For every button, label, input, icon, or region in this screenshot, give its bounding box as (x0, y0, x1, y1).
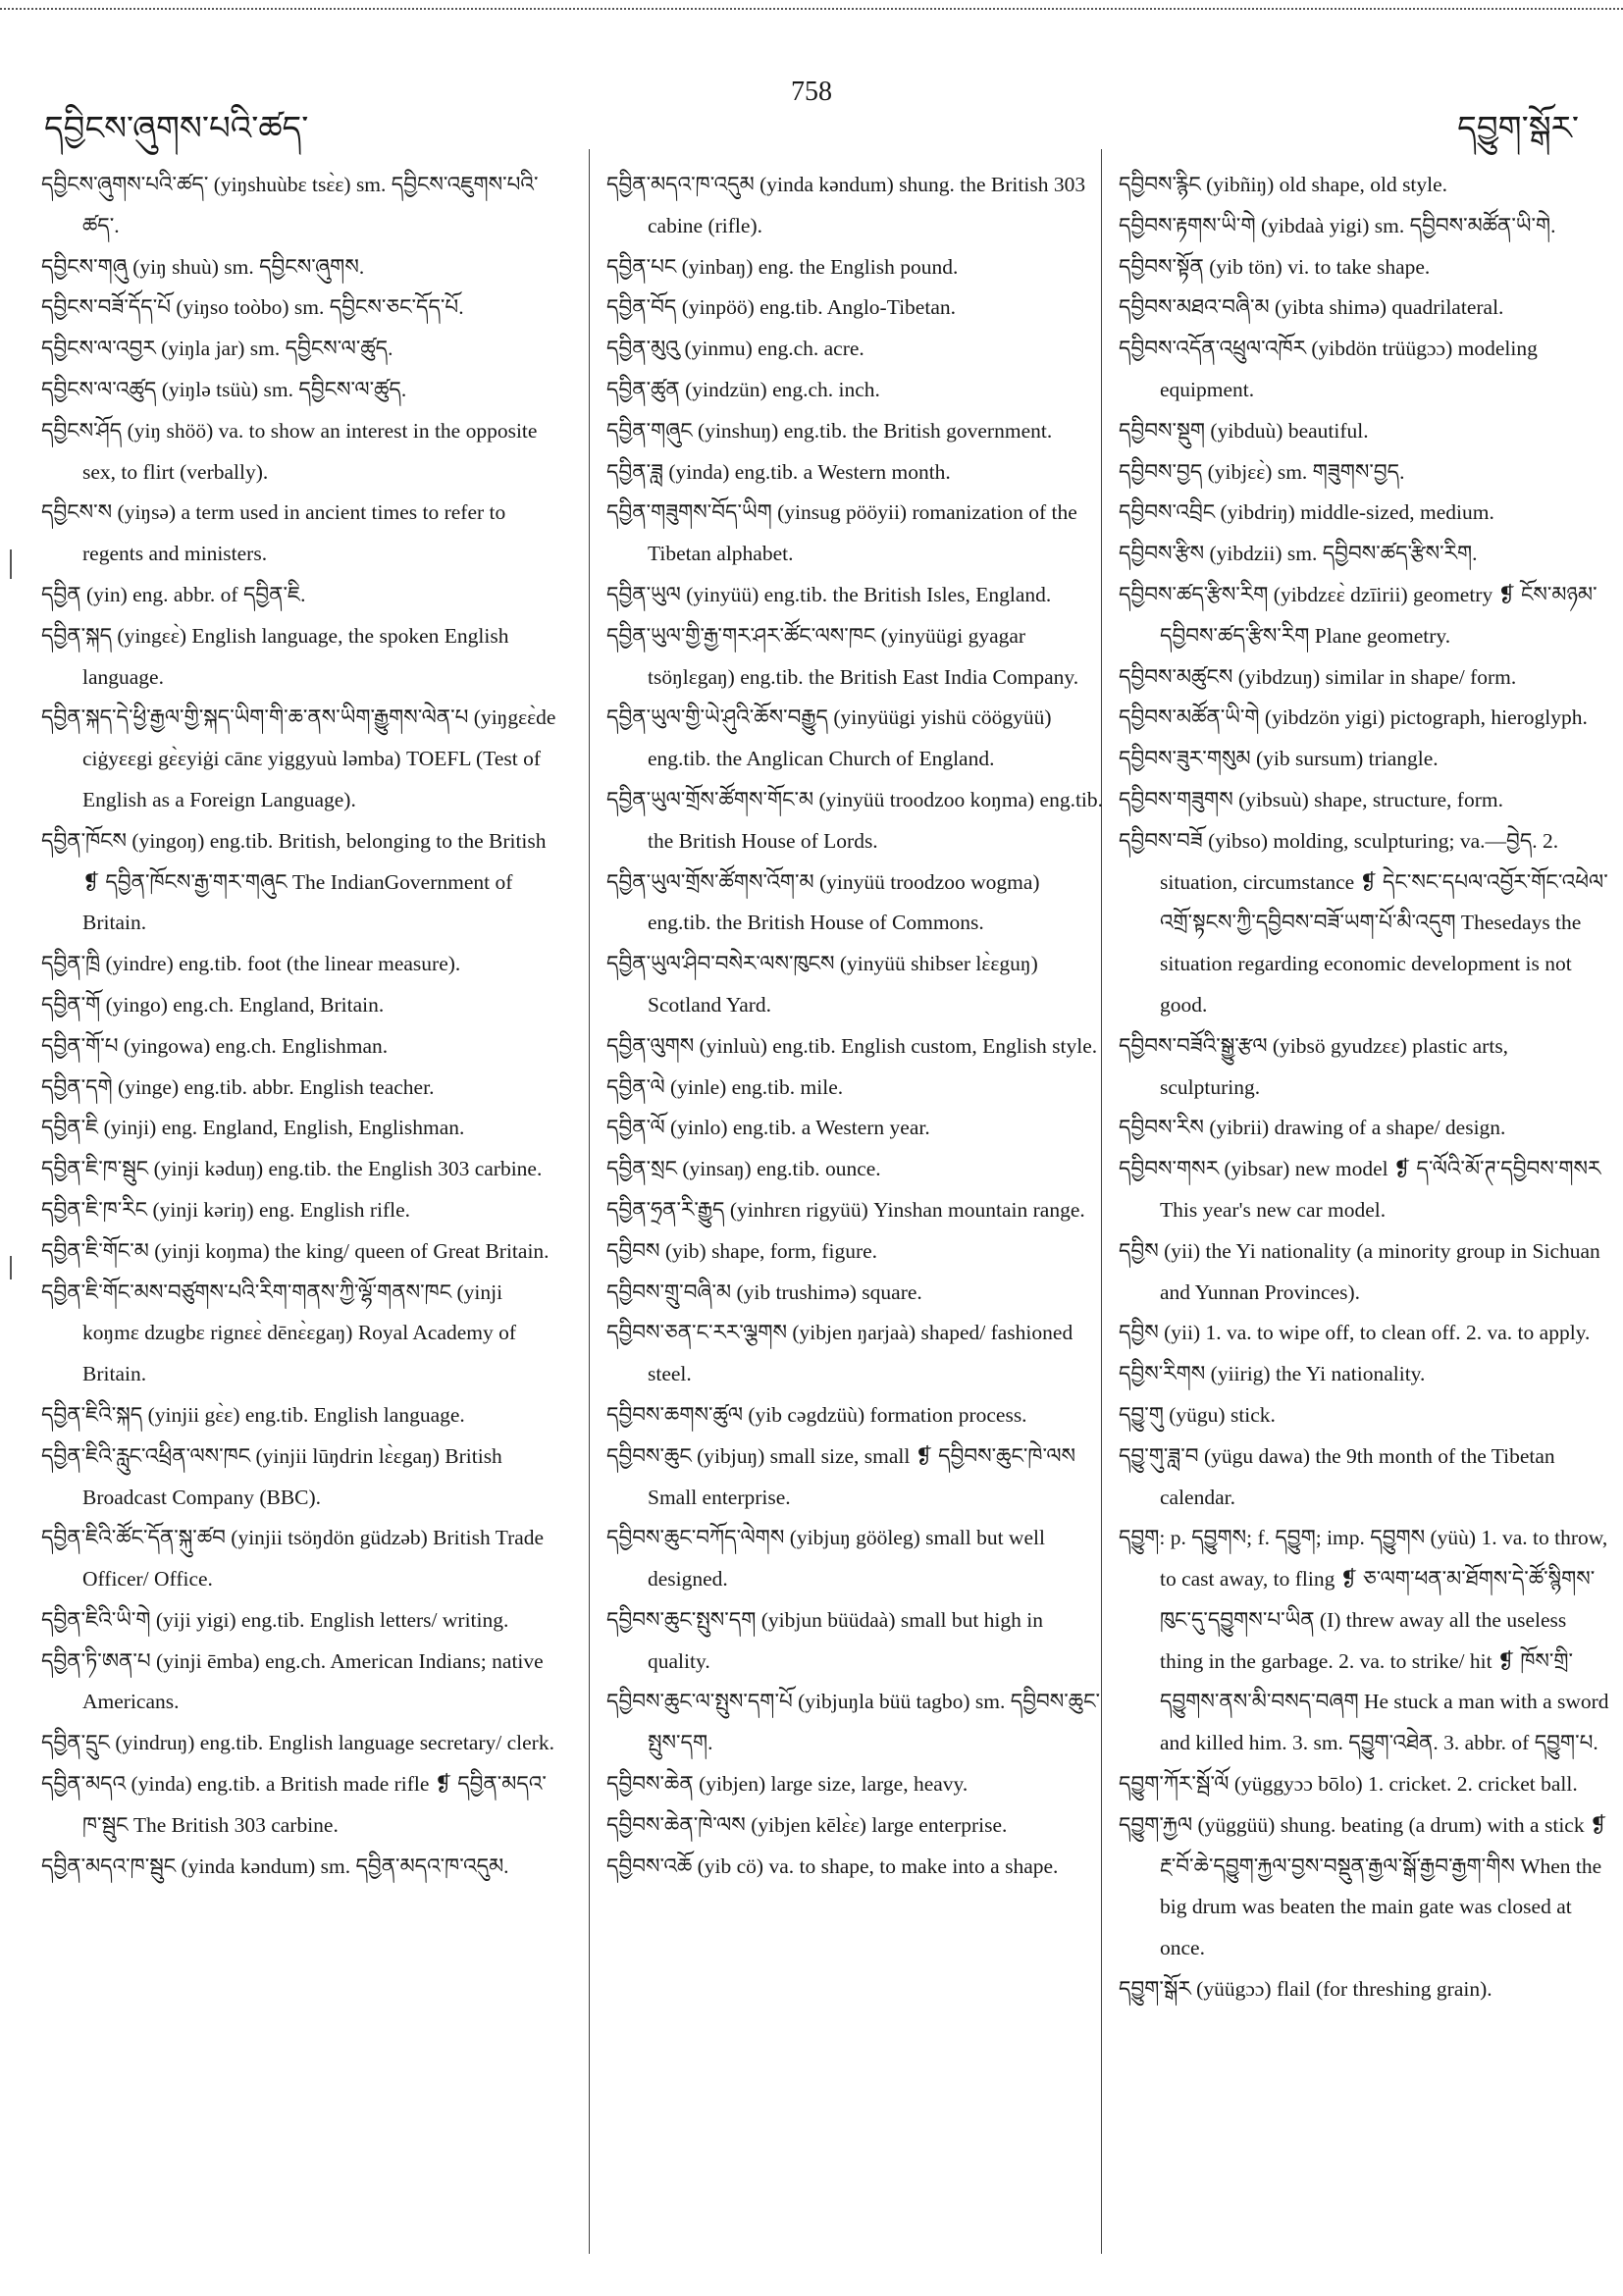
dictionary-entry: དབྱིན་གཟུགས་བོད་ཡིག (yinsug pööyii) romanization of the Tibetan alphabet. (606, 500, 1077, 566)
dictionary-entry: དབྱུག་ཀོར་སྦོ་ལོ (yüggyɔɔ bōlo) 1. cricket. 2. cricket ball. (1119, 1772, 1578, 1797)
dictionary-entry: དབྱིབས་ཚད་རྩིས་རིག (yibdzɛɛ̀ dzīirii) geometry ❡ ངོས་མཉམ་དབྱིབས་ཚད་རྩིས་རིག Plane geometry. (1119, 582, 1597, 648)
margin-mark (10, 549, 12, 579)
top-rule (0, 8, 1623, 10)
dictionary-entry: དབྱིངས་ས (yiŋsə) a term used in ancient times to refer to regents and ministers. (41, 500, 506, 566)
dictionary-entry: དབྱིན་ལུགས (yinluù) eng.tib. English custom, English style. (606, 1033, 1098, 1058)
dictionary-entry: དབྱིངས་ཞུགས་པའི་ཚད་ (yiŋshuùbɛ tsɛ̀ɛ) sm. དབྱིངས་འཇུགས་པའི་ཚད་. (41, 173, 539, 237)
dictionary-entry: དབྱིན་ཡུལ་གྱི་རྒྱ་གར་ཤར་ཚོང་ལས་ཁང (yinyüügi gyagar tsöŋlɛgaŋ) eng.tib. the British East India Company. (606, 623, 1079, 689)
dictionary-entry: དབྱིན་ཇི་གོང་མ (yinji koŋma) the king/ queen of Great Britain. (41, 1238, 550, 1263)
dictionary-entry: དབྱིབས་འབྲིང (yibdriŋ) middle-sized, medium. (1119, 500, 1494, 525)
dictionary-entry: དབྱིན་ཡུལ་གྲོས་ཚོགས་འོག་མ (yinyüü troodzoo wogma) eng.tib. the British House of Commons. (606, 869, 1040, 935)
dictionary-entry: དབྱིབས་འདོན་འཕྲུལ་འཁོར (yibdön trüügɔɔ) modeling equipment. (1119, 337, 1538, 401)
dictionary-entry: དབྱུག: p. དབྱུགས; f. དབྱུག; imp. དབྱུགས (yüù) 1. va. to throw, to cast away, to fling ❡ ཅ་ལག་ཕན་མ་ཐོགས་དེ་ཚོ་སྙིགས་ཁུང་དུ་དབྱུགས་པ་ཡིན (I) threw away all the useless thing in the garbage. 2. va. to strike/ hit ❡ ཁོས་གྲི་དབྱུགས་ནས་མི་བསད་བཞག He stuck a man with a sword and killed him. 3. sm. དབྱུག་འཐེན. 3. abbr. of དབྱུག་པ. (1119, 1526, 1609, 1755)
dictionary-entry: དབྱིས (yii) 1. va. to wipe off, to clean off. 2. va. to apply. (1119, 1321, 1591, 1345)
dictionary-entry: དབྱིན་ཡུལ་གྲོས་ཚོགས་གོང་མ (yinyüü troodzoo koŋma) eng.tib. the British House of Lords. (606, 787, 1104, 853)
dictionary-entry: དབྱིས་རིགས (yiirig) the Yi nationality. (1119, 1362, 1426, 1386)
dictionary-entry: དབྱིན་ལོ (yinlo) eng.tib. a Western year. (606, 1116, 930, 1140)
dictionary-entry: དབྱིབས (yib) shape, form, figure. (606, 1238, 878, 1263)
dictionary-entry: དབྱིབས་བཟོའི་སྒྱུ་རྩལ (yibsö gyudzɛɛ) plastic arts, sculpturing. (1119, 1033, 1509, 1099)
dictionary-entry: དབྱིབས་གྲུ་བཞི་མ (yib trushimə) square. (606, 1279, 922, 1304)
column-divider (589, 149, 590, 2254)
dictionary-entry: དབྱིན་ཡུལ (yinyüü) eng.tib. the British Isles, England. (606, 582, 1052, 606)
dictionary-entry: དབྱིངས་ཤོད (yiŋ shöö) va. to show an interest in the opposite sex, to flirt (verbally). (41, 418, 538, 484)
dictionary-entry: དབྱིན་དགེ (yinge) eng.tib. abbr. English teacher. (41, 1074, 435, 1099)
dictionary-entry: དབྱིབས་རྙིང (yibñiŋ) old shape, old style. (1119, 173, 1448, 196)
page-header (0, 0, 1623, 147)
dictionary-entry: དབྱིན་ཁོངས (yingoŋ) eng.tib. British, belonging to the British ❡ དབྱིན་ཁོངས་རྒྱ་གར་གཞུང The IndianGovernment of Britain. (41, 828, 547, 935)
dictionary-entry: དབྱིན་ཡུལ་གྱི་ཡེ་ཤུའི་ཆོས་བརྒྱུད (yinyüügi yishü cöögyüü) eng.tib. the Anglican Church of England. (606, 705, 1052, 771)
dictionary-entry: དབྱིན་ཏི་ཨན་པ (yinji ēmba) eng.ch. American Indians; native Americans. (41, 1648, 544, 1714)
dictionary-entry: དབྱིས (yii) the Yi nationality (a minority group in Sichuan and Yunnan Provinces). (1119, 1238, 1600, 1304)
dictionary-entry: དབྱིབས་ཆེན (yibjen) large size, large, heavy. (606, 1772, 969, 1797)
dictionary-entry: དབྱིན་ཇིའི་རླུང་འཕྲིན་ལས་ཁང (yinjii lūŋdrin lɛ̀ɛgaŋ) British Broadcast Company (BBC). (41, 1443, 502, 1509)
dictionary-entry: དབྱིན་གོ (yingo) eng.ch. England, Britain. (41, 992, 385, 1017)
dictionary-entry: དབྱིན་མདའ་ཁ་འདུམ (yinda kəndum) shung. the British 303 cabine (rifle). (606, 173, 1086, 237)
dictionary-entry: དབྱུག་རྐྱལ (yüggüü) shung. beating (a drum) with a stick ❡ རྔ་བོ་ཆེ་དབྱུག་རྐྱལ་བྱས་བསྡུན་རྒྱལ་སྒོ་རྒྱབ་རྒྱག་གིས When the big drum was beaten the main gate was closed at once. (1119, 1812, 1607, 1960)
dictionary-entry: དབྱིབས་མཚུངས (yibdzuŋ) similar in shape/ form. (1119, 664, 1517, 689)
dictionary-entry: དབྱིབས་ཆགས་ཚུལ (yib cəgdzüù) formation process. (606, 1402, 1027, 1427)
dictionary-entry: དབྱུ་གུ་ཟླ་བ (yügu dawa) the 9th month of the Tibetan calendar. (1119, 1443, 1555, 1509)
dictionary-entry: དབྱིངས་ལ་འབྱར (yiŋla jar) sm. དབྱིངས་ལ་ཚུད. (41, 337, 393, 361)
dictionary-entry: དབྱིབས་ཆུང (yibjuŋ) small size, small ❡ དབྱིབས་ཆུང་ཁེ་ལས Small enterprise. (606, 1443, 1076, 1509)
dictionary-entry: དབྱིན་སྲང (yinsaŋ) eng.tib. ounce. (606, 1157, 881, 1181)
dictionary-entry: དབྱིངས་ལ་འཚུད (yiŋlə tsüù) sm. དབྱིངས་ལ་ཚུད. (41, 377, 407, 401)
dictionary-entry: དབྱིན་ཇི་ཁ་སྦུང (yinji kəduŋ) eng.tib. the English 303 carbine. (41, 1157, 543, 1181)
dictionary-entry: དབྱིན་མདའ་ཁ་སྦུང (yinda kəndum) sm. དབྱིན་མདའ་ཁ་འདུམ. (41, 1853, 509, 1878)
dictionary-entry: དབྱིབས་བཟོ (yibso) molding, sculpturing; va.—བྱེད. 2. situation, circumstance ❡ དེང་སང་དཔལ་འབྱོར་གོང་འཕེལ་འགྲོ་སྟངས་ཀྱི་དབྱིབས་བཟོ་ཡག་པོ་མི་འདུག Thesedays the situation regarding economic development is not good. (1119, 828, 1608, 1017)
dictionary-entry: དབྱིབས་སྟོན (yib tön) vi. to take shape. (1119, 254, 1431, 279)
dictionary-entry: དབྱིབས་གཟུགས (yibsuù) shape, structure, form. (1119, 787, 1503, 811)
dictionary-entry: དབྱིན་དྲུང (yindruŋ) eng.tib. English language secretary/ clerk. (41, 1731, 554, 1755)
dictionary-column-1 (41, 165, 556, 2245)
dictionary-entry: དབྱིན་བོད (yinpöö) eng.tib. Anglo-Tibetan. (606, 295, 956, 320)
dictionary-entry: དབྱིན་ཇིའི་ཡི་གེ (yiji yigi) eng.tib. English letters/ writing. (41, 1607, 509, 1632)
dictionary-entry: དབྱིན་པང (yinbaŋ) eng. the English pound. (606, 254, 959, 279)
dictionary-entry: དབྱིབས་རིས (yibrii) drawing of a shape/ design. (1119, 1116, 1506, 1140)
dictionary-entry: དབྱིན་ཇིའི་ཚོང་དོན་སྐུ་ཚབ (yinjii tsöŋdön güdzəb) British Trade Officer/ Office. (41, 1526, 545, 1592)
dictionary-entry: དབྱིན་ཇི (yinji) eng. England, English, Englishman. (41, 1116, 465, 1140)
dictionary-entry: དབྱིན་ཟླ (yinda) eng.tib. a Western month. (606, 459, 951, 484)
dictionary-entry: དབྱིབས་ཆུང་ལ་སྤུས་དག་པོ (yibjuŋla büü tagbo) sm. དབྱིབས་ཆུང་སྤུས་དག. (606, 1690, 1101, 1755)
dictionary-entry: དབྱིབས་སྡུག (yibduù) beautiful. (1119, 418, 1369, 443)
dictionary-entry: དབྱིབས་འཆོ (yib cö) va. to shape, to make into a shape. (606, 1853, 1059, 1878)
page-number: 758 (791, 77, 832, 107)
dictionary-entry: དབྱིན་ཧྲན་རི་རྒྱུད (yinhrɛn rigyüü) Yinshan mountain range. (606, 1197, 1085, 1222)
dictionary-entry: དབྱིན་གོ་པ (yingowa) eng.ch. Englishman. (41, 1033, 389, 1058)
dictionary-entry: དབྱིན་ཁྲི (yindre) eng.tib. foot (the linear measure). (41, 952, 461, 976)
dictionary-entry: དབྱུ་གུ (yügu) stick. (1119, 1402, 1276, 1427)
dictionary-entry: དབྱིབས་ཆུང་བཀོད་ལེགས (yibjuŋ gööleg) small but well designed. (606, 1526, 1045, 1592)
dictionary-entry: དབྱིབས་མཚོན་ཡི་གེ (yibdzön yigi) pictograph, hieroglyph. (1119, 705, 1588, 730)
dictionary-entry: དབྱིངས་གཞུ (yiŋ shuù) sm. དབྱིངས་ཞུགས. (41, 254, 365, 279)
margin-mark (10, 1256, 12, 1279)
dictionary-entry: དབྱིན (yin) eng. abbr. of དབྱིན་ཇི. (41, 582, 306, 606)
dictionary-entry: དབྱིན་མདའ (yinda) eng.tib. a British made rifle ❡ དབྱིན་མདའ་ཁ་སྦུང The British 303 carbine. (41, 1772, 547, 1837)
dictionary-entry: དབྱིན་གཞུང (yinshuŋ) eng.tib. the British government. (606, 418, 1053, 443)
dictionary-column-2 (606, 165, 1107, 2245)
dictionary-entry: དབྱིན་ཇིའི་སྐད (yinjii gɛ̀ɛ) eng.tib. English language. (41, 1402, 465, 1427)
running-head-right: དབྱུག་སྒོར་ (1457, 111, 1579, 147)
dictionary-entry: དབྱིངས་བཟོ་དོད་པོ (yiŋso toòbo) sm. དབྱིངས་ཅང་དོད་པོ. (41, 295, 464, 320)
dictionary-entry: དབྱིན་ལེ (yinle) eng.tib. mile. (606, 1074, 844, 1099)
dictionary-entry: དབྱིབས་ཟུར་གསུམ (yib sursum) triangle. (1119, 747, 1439, 771)
dictionary-entry: དབྱིན་ཚུན (yindzün) eng.ch. inch. (606, 377, 880, 401)
dictionary-entry: དབྱིན་མུའུ (yinmu) eng.ch. acre. (606, 337, 864, 361)
dictionary-entry: དབྱིན་ཡུལ་ཤིབ་བསེར་ལས་ཁུངས (yinyüü shibser lɛ̀ɛguŋ) Scotland Yard. (606, 952, 1038, 1017)
dictionary-entry: དབྱིན་སྐད་དེ་ཕྱི་རྒྱལ་གྱི་སྐད་ཡིག་གི་ཆ་ནས་ཡིག་རྒྱུགས་ལེན་པ (yiŋgɛɛ̀de ciġyɛɛgi gɛ̀ɛyiġi cānɛ yiggyuù ləmba) TOEFL (Test of English as a Foreign Language). (41, 705, 556, 811)
dictionary-entry: དབྱིབས་གསར (yibsar) new model ❡ ད་ལོའི་མོ་ཊ་དབྱིབས་གསར This year's new car model. (1119, 1157, 1601, 1222)
dictionary-entry: དབྱིབས་མཐའ་བཞི་མ (yibta shimə) quadrilateral. (1119, 295, 1504, 320)
dictionary-entry: དབྱིབས་ཆུང་སྤུས་དག (yibjun büüdaà) small but high in quality. (606, 1607, 1043, 1673)
dictionary-column-3 (1119, 165, 1609, 2245)
dictionary-entry: དབྱིབས་ཆེན་ཁེ་ལས (yibjen kēlɛ̀ɛ) large enterprise. (606, 1812, 1008, 1837)
dictionary-entry: དབྱིབས་ཅན་ང་རར་ལྕགས (yibjen ŋarjaà) shaped/ fashioned steel. (606, 1321, 1073, 1386)
dictionary-entry: དབྱིབས་རྩིས (yibdzii) sm. དབྱིབས་ཚད་རྩིས་རིག. (1119, 542, 1478, 566)
running-head-left: དབྱིངས་ཞུགས་པའི་ཚད་ (44, 111, 309, 147)
dictionary-entry: དབྱིབས་རྟགས་ཡི་གེ (yibdaà yigi) sm. དབྱིབས་མཚོན་ཡི་གེ. (1119, 213, 1556, 237)
dictionary-entry: དབྱུག་སྒོར (yüügɔɔ) flail (for threshing grain). (1119, 1977, 1492, 2002)
dictionary-entry: དབྱིབས་བྱད (yibjɛɛ̀) sm. གཟུགས་བྱད. (1119, 459, 1405, 484)
dictionary-entry: དབྱིན་སྐད (yingɛɛ̀) English language, the spoken English language. (41, 623, 509, 689)
dictionary-entry: དབྱིན་ཇི་ཁ་རིང (yinji kəriŋ) eng. English rifle. (41, 1197, 411, 1222)
dictionary-entry: དབྱིན་ཇི་གོང་མས་བཙུགས་པའི་རིག་གནས་ཀྱི་ལྷོ་གནས་ཁང (yinji koŋmɛ dzugbɛ rignɛɛ̀ dēnɛ̀ɛgaŋ) Royal Academy of Britain. (41, 1279, 517, 1386)
